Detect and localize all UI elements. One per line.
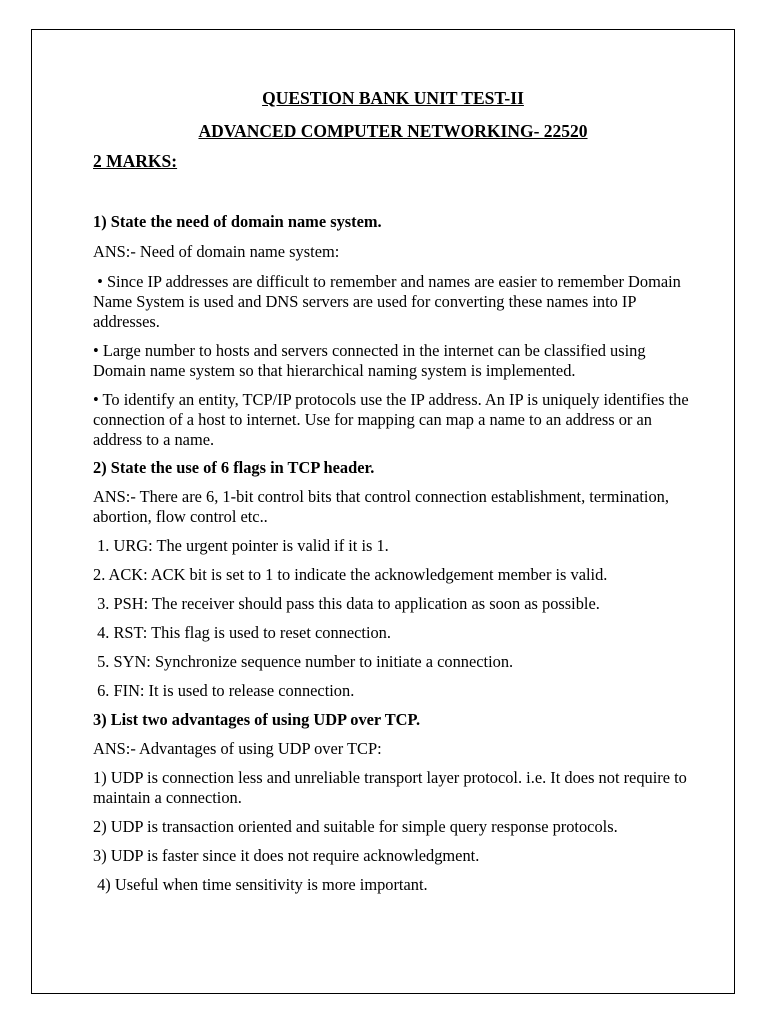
answer-2-point: 4. RST: This flag is used to reset connection. xyxy=(93,623,391,642)
question-2: 2) State the use of 6 flags in TCP header. xyxy=(93,458,375,477)
answer-1-point: • Large number to hosts and servers connected in the internet can be classified using Domain name system so that hierarchical naming system is implemented. xyxy=(93,341,646,380)
answer-2-point: 3. PSH: The receiver should pass this data to application as soon as possible. xyxy=(93,594,600,613)
answer-2-intro: ANS:- There are 6, 1-bit control bits that control connection establishment, termination, abortion, flow control etc.. xyxy=(93,487,669,526)
subject-title: ADVANCED COMPUTER NETWORKING- 22520 xyxy=(198,121,588,141)
answer-1-point: • Since IP addresses are difficult to remember and names are easier to remember Domain Name System is used and DNS servers are used for converting these names into IP addresses. xyxy=(93,272,685,331)
answer-3-intro: ANS:- Advantages of using UDP over TCP: xyxy=(93,739,382,758)
document-body xyxy=(93,87,693,895)
question-1: 1) State the need of domain name system. xyxy=(93,212,382,231)
document-title: QUESTION BANK UNIT TEST-II xyxy=(262,88,524,108)
answer-2-point: 6. FIN: It is used to release connection. xyxy=(93,681,355,700)
question-3: 3) List two advantages of using UDP over TCP. xyxy=(93,710,421,729)
answer-2-point: 2. ACK: ACK bit is set to 1 to indicate the acknowledgement member is valid. xyxy=(93,565,608,584)
section-heading: 2 MARKS: xyxy=(93,151,178,171)
answer-3-point: 1) UDP is connection less and unreliable transport layer protocol. i.e. It does not require to maintain a connection. xyxy=(93,768,687,807)
answer-1-point: • To identify an entity, TCP/IP protocols use the IP address. An IP is uniquely identifies the connection of a host to internet. Use for mapping can map a name to an address or an address to a name. xyxy=(93,390,689,449)
answer-1-intro: ANS:- Need of domain name system: xyxy=(93,242,340,261)
answer-3-point: 3) UDP is faster since it does not require acknowledgment. xyxy=(93,846,480,865)
answer-3-point: 2) UDP is transaction oriented and suitable for simple query response protocols. xyxy=(93,817,618,836)
answer-2-point: 5. SYN: Synchronize sequence number to initiate a connection. xyxy=(93,652,514,671)
answer-3-point: 4) Useful when time sensitivity is more important. xyxy=(93,875,428,894)
answer-2-point: 1. URG: The urgent pointer is valid if it is 1. xyxy=(93,536,389,555)
